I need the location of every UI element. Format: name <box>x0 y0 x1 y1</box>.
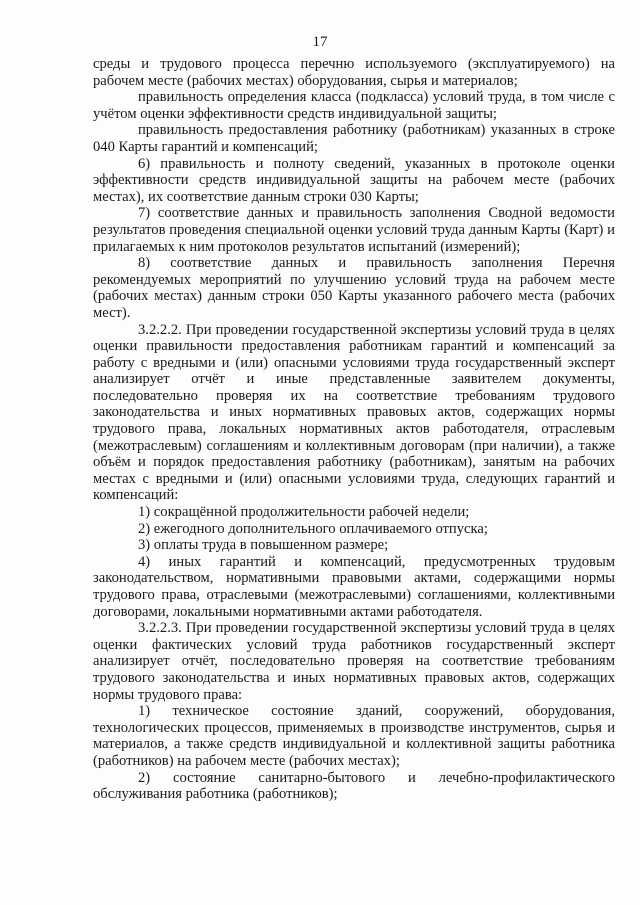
paragraph: 3.2.2.3. При проведении государственной экспертизы условий труда в целях оценки фактических условий труда работников государственный эксперт анализирует отчёт, последовательно проверяя на соответствие требованиям трудового законодательства и иных нормативных правовых актов, содержащих нормы трудового права: <box>93 620 615 703</box>
paragraph: 8) соответствие данных и правильность заполнения Перечня рекомендуемых мероприятий по улучшению условий труда на рабочем месте (рабочих местах) данным строки 050 Карты указанного рабочего места (рабочих мест). <box>93 255 615 321</box>
list-item: 2) состояние санитарно-бытового и лечебно-профилактического обслуживания работника (работников); <box>93 769 615 803</box>
list-item: 1) техническое состояние зданий, сооружений, оборудования, технологических процессов, применяемых в производстве инструментов, сырья и материалов, а также средств индивидуальной и коллективной защиты работника (работников) на рабочем месте (рабочих местах); <box>93 703 615 769</box>
list-item: 1) сокращённой продолжительности рабочей недели; <box>138 504 470 521</box>
paragraph: среды и трудового процесса перечню используемого (эксплуатируемого) на рабочем месте (рабочих местах) оборудования, сырья и материалов; <box>93 56 615 89</box>
paragraph: 3.2.2.2. При проведении государственной экспертизы условий труда в целях оценки правильности предоставления работникам гарантий и компенсаций за работу с вредными и (или) опасными условиями труда государственный эксперт анализирует отчёт и иные представленные заявителем документы, последовательно проверяя их на соответствие требованиям трудового законодательства и иных нормативных правовых актов, содержащих нормы трудового права, локальных нормативных актов работодателя, отраслевым (межотраслевым) соглашениям и коллективным договорам (при наличии), а также объём и порядок предоставления работнику (работникам), занятым на рабочих местах с вредными и (или) опасными условиями труда, следующих гарантий и компенсаций: <box>93 321 615 504</box>
list-item: 3) оплаты труда в повышенном размере; <box>138 537 389 554</box>
list-item: 2) ежегодного дополнительного оплачиваемого отпуска; <box>138 520 488 537</box>
paragraph: 6) правильность и полноту сведений, указанных в протоколе оценки эффективности средств индивидуальной защиты на рабочем месте (рабочих местах), их соответствие данным строки 030 Карты; <box>93 155 615 205</box>
paragraph: правильность предоставления работнику (работникам) указанных в строке 040 Карты гарантий и компенсаций; <box>93 122 615 155</box>
document-body <box>93 56 615 803</box>
page-number: 17 <box>312 34 328 50</box>
paragraph: правильность определения класса (подкласса) условий труда, в том числе с учётом оценки эффективности средств индивидуальной защиты; <box>93 89 615 122</box>
paragraph: 7) соответствие данных и правильность заполнения Сводной ведомости результатов проведения специальной оценки условий труда данным Карты (Карт) и прилагаемых к ним протоколов результатов испытаний (измерений); <box>93 205 615 255</box>
list-item: 4) иных гарантий и компенсаций, предусмотренных трудовым законодательством, нормативными правовыми актами, содержащими нормы трудового права, отраслевыми (межотраслевыми) соглашениями, коллективными договорами, локальными нормативными актами работодателя. <box>93 553 615 620</box>
